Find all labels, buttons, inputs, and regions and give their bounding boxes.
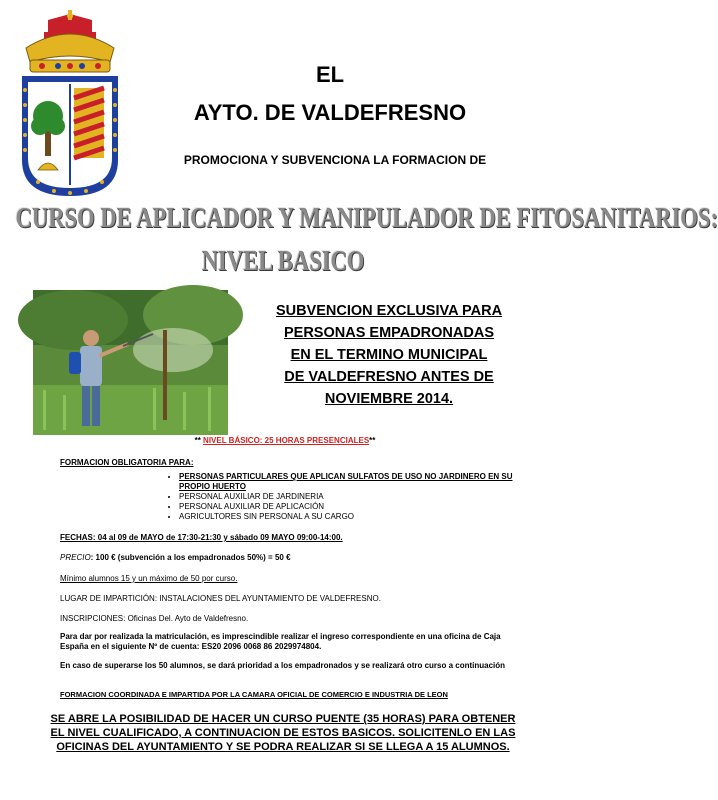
subsidy-line: NOVIEMBRE 2014. xyxy=(324,391,454,407)
shield-icon xyxy=(22,76,118,196)
crown-icon xyxy=(26,10,114,72)
list-item: • AGRICULTORES SIN PERSONAL A SU CARGO xyxy=(179,512,539,522)
list-item: • PERSONAL AUXILIAR DE JARDINERIA xyxy=(179,492,539,502)
level-hours-note xyxy=(160,436,410,445)
list-item: • PERSONAL AUXILIAR DE APLICACIÓN xyxy=(179,502,539,512)
course-level: NIVEL BASICO xyxy=(201,245,365,277)
coordinator-text: FORMACION COORDINADA E IMPARTIDA POR LA CAMARA OFICIAL DE COMERCIO E INDUSTRIA DE LEON xyxy=(60,690,448,699)
payment-text: Para dar por realizada la matriculación, es imprescindible realizar el ingreso correspondiente en una oficina de Caja España en el siguiente Nº de cuenta: ES20 2096 0068 86 2029974804. xyxy=(60,632,501,651)
dates-text: FECHAS: 04 al 09 de MAYO de 17:30-21:30 y sábado 09 MAYO 09:00-14:00. xyxy=(60,533,343,542)
list-item: • PERSONAS PARTICULARES QUE APLICAN SULFATOS DE USO NO JARDINERO EN SU PROPIO HUERTO xyxy=(179,472,539,492)
subsidy-line: SUBVENCION EXCLUSIVA PARA xyxy=(275,303,503,319)
obligatory-colon: : xyxy=(190,458,194,467)
obligatory-list xyxy=(165,472,539,522)
coat-of-arms-icon xyxy=(18,10,122,198)
registration-text: INSCRIPCIONES: Oficinas Del. Ayto de Valdefresno. xyxy=(60,614,249,623)
price-text xyxy=(60,553,291,563)
spraying-photo xyxy=(33,290,228,435)
level-note-prefix: ** xyxy=(194,436,204,445)
course-title: CURSO DE APLICADOR Y MANIPULADOR DE FITOSANITARIOS: xyxy=(15,202,718,234)
subsidy-line: DE VALDEFRESNO ANTES DE xyxy=(284,369,494,385)
price-label: PRECIO xyxy=(60,553,91,562)
obligatory-heading xyxy=(60,458,193,468)
subsidy-line: EN EL TERMINO MUNICIPAL xyxy=(290,347,488,363)
price-value: : 100 € (subvención a los empadronados 50%) = 50 € xyxy=(90,553,291,562)
header-line-el: EL xyxy=(315,62,345,87)
obligatory-heading-text: FORMACION OBLIGATORIA PARA xyxy=(60,458,191,467)
subsidy-line: PERSONAS EMPADRONADAS xyxy=(283,325,494,341)
level-note-text: NIVEL BÁSICO: 25 HORAS PRESENCIALES xyxy=(203,436,370,445)
overflow-text: En caso de superarse los 50 alumnos, se dará prioridad a los empadronados y se realizará otro curso a continuación xyxy=(60,661,506,670)
level-note-suffix: ** xyxy=(369,436,376,445)
subsidy-notice xyxy=(244,300,534,410)
header-ayuntamiento: AYTO. DE VALDEFRESNO xyxy=(193,100,467,125)
location-text: LUGAR DE IMPARTICIÓN: INSTALACIONES DEL AYUNTAMIENTO DE VALDEFRESNO. xyxy=(60,594,381,603)
capacity-text: Mínimo alumnos 15 y un máximo de 50 por curso. xyxy=(60,574,238,583)
bridge-course-notice: SE ABRE LA POSIBILIDAD DE HACER UN CURSO PUENTE (35 HORAS) PARA OBTENER EL NIVEL CUALIFICADO, A CONTINUACION DE ESTOS BASICOS. SOLICITENLO EN LAS OFICINAS DEL AYUNTAMIENTO Y SE PODRA REALIZAR SI SE LLEGA A 15 ALUMNOS. xyxy=(50,713,516,753)
header-promo: PROMOCIONA Y SUBVENCIONA LA FORMACION DE xyxy=(183,153,487,167)
